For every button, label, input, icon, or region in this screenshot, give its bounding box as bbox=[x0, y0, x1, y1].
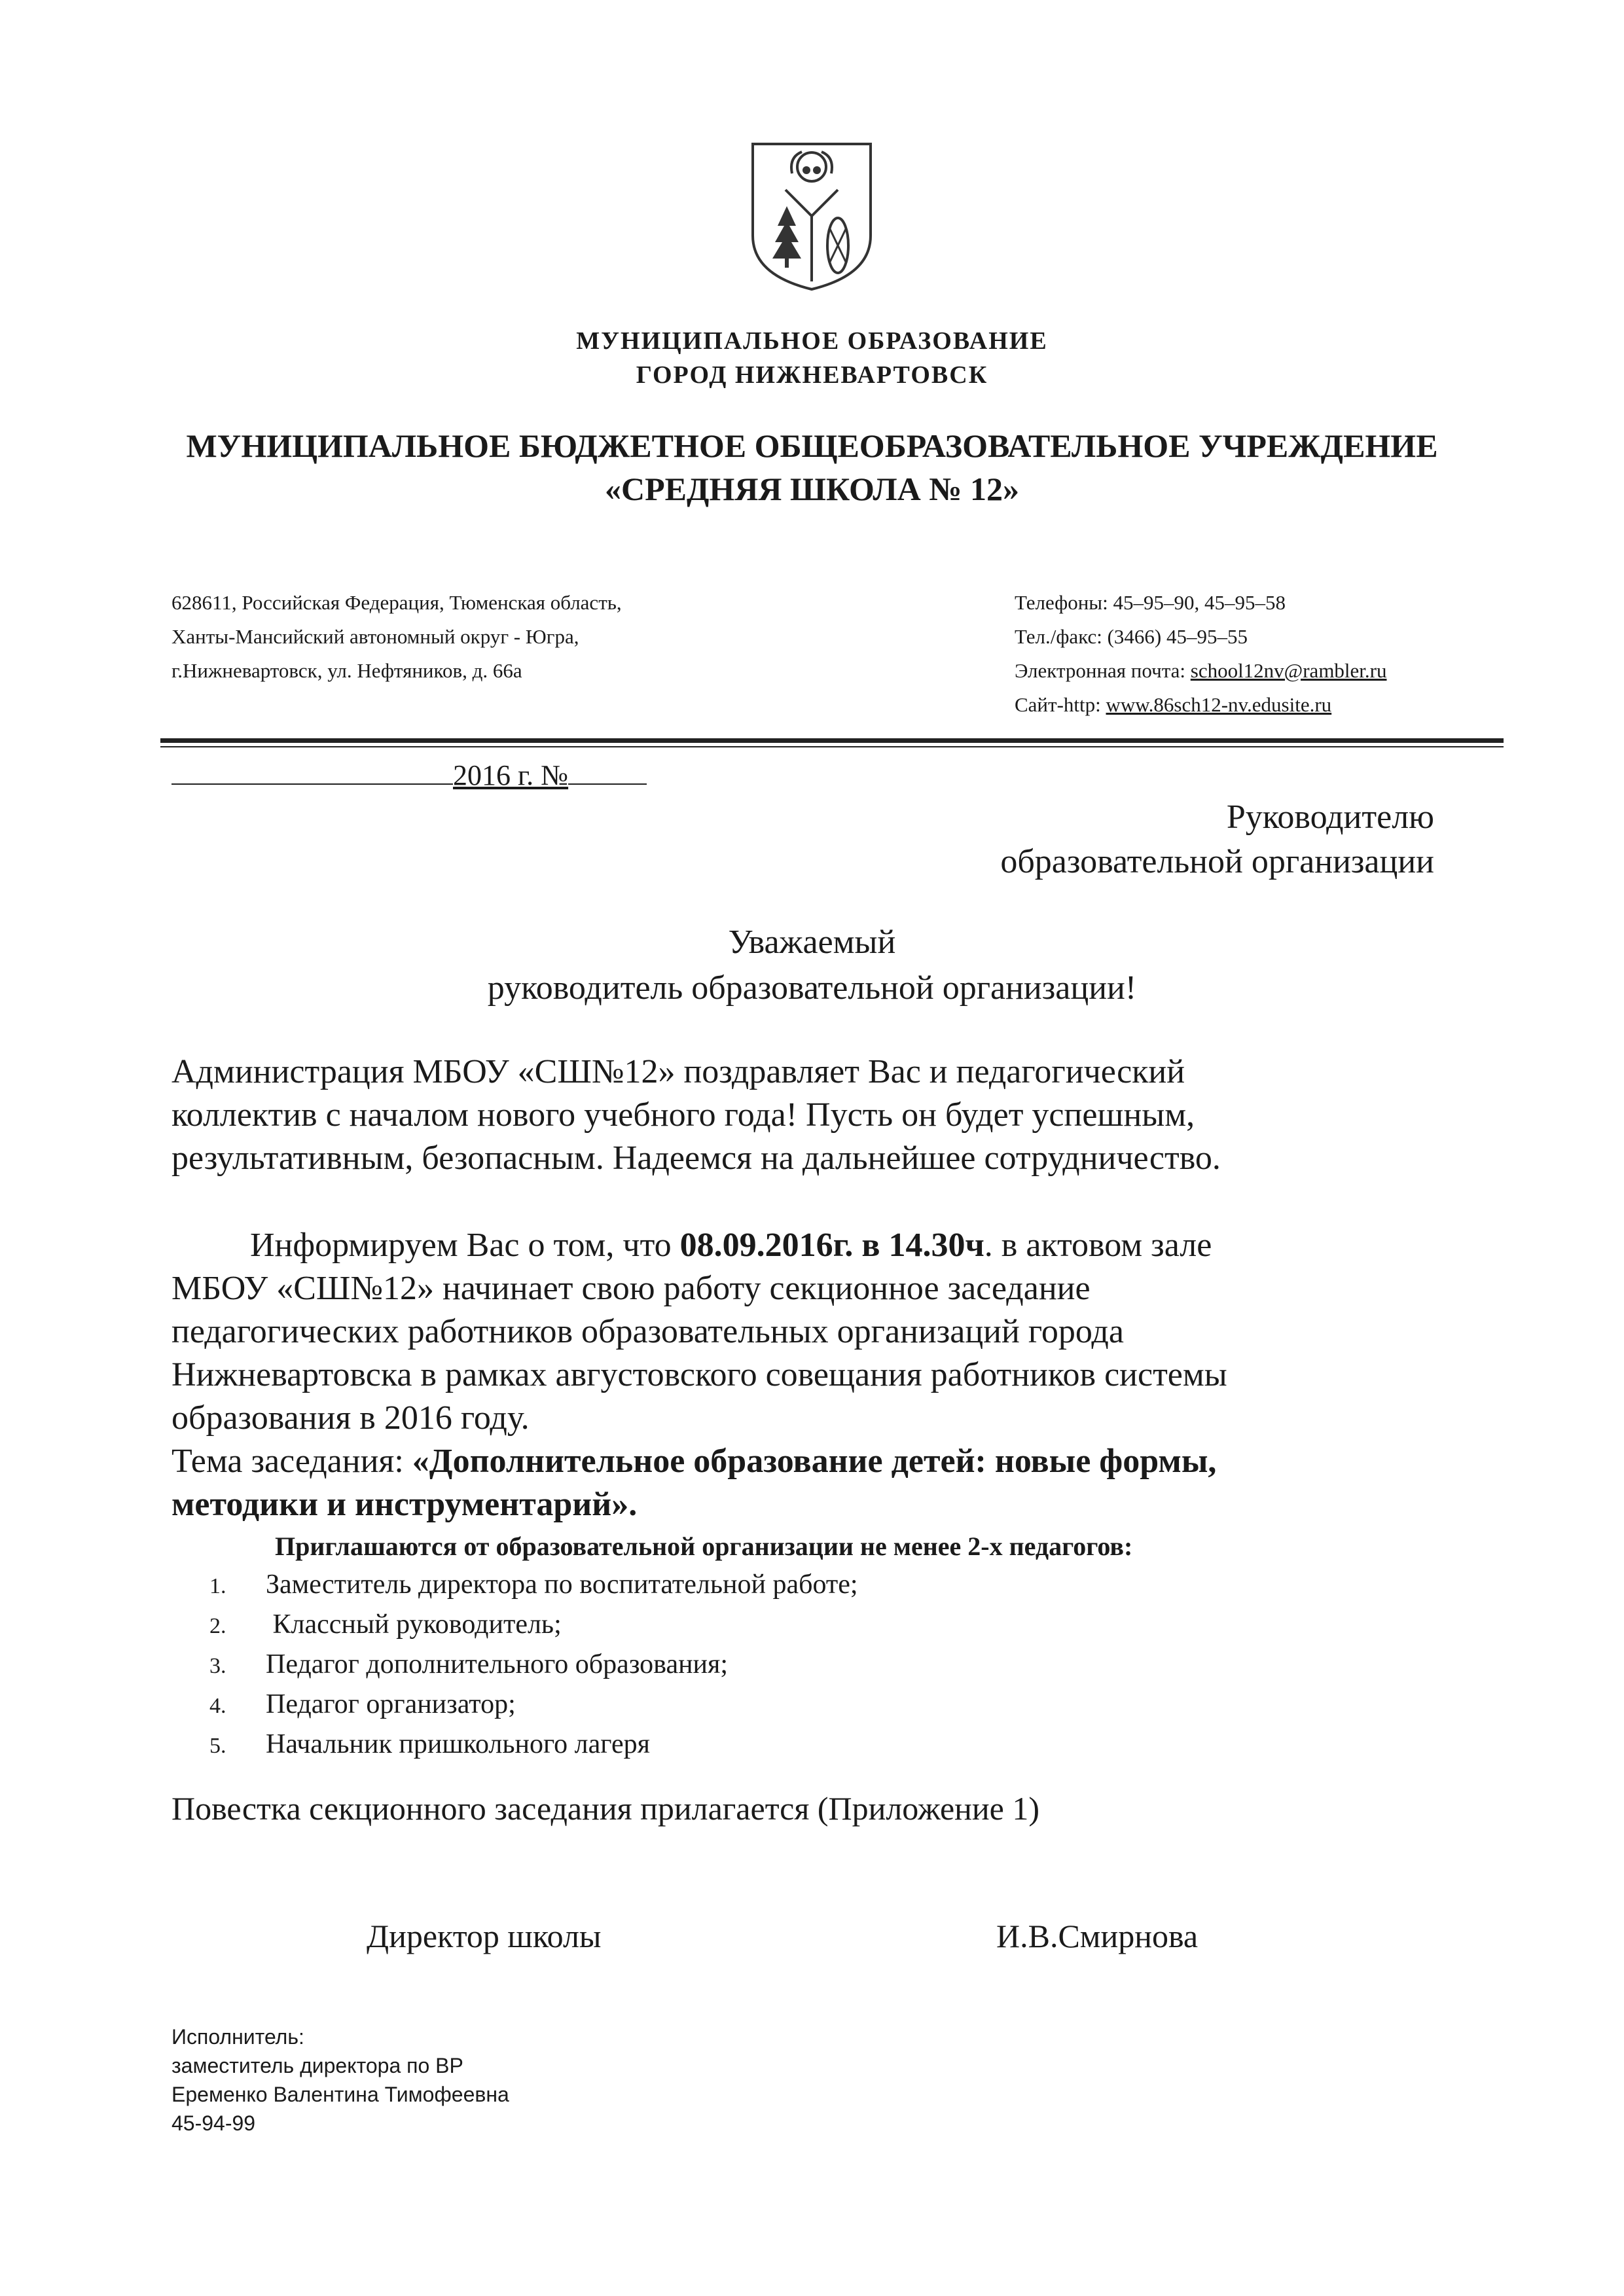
invitation-heading: Приглашаются от образовательной организации не менее 2-х педагогов: bbox=[275, 1532, 1133, 1561]
invitee-list bbox=[209, 1566, 858, 1765]
list-number: 3. bbox=[209, 1654, 226, 1678]
list-number: 2. bbox=[209, 1614, 226, 1638]
list-item bbox=[209, 1725, 858, 1765]
topic-label: Тема заседания: bbox=[171, 1443, 412, 1480]
municipality-line1: МУНИЦИПАЛЬНОЕ ОБРАЗОВАНИЕ bbox=[576, 327, 1048, 355]
topic-line1 bbox=[171, 1440, 1513, 1483]
municipality-line2: ГОРОД НИЖНЕВАРТОВСК bbox=[636, 361, 988, 389]
addressee-line1: Руководителю bbox=[1226, 798, 1434, 836]
school-title bbox=[0, 424, 1624, 511]
executor-name: Еременко Валентина Тимофеевна bbox=[171, 2083, 509, 2106]
p2-line5: образования в 2016 году. bbox=[171, 1399, 530, 1437]
coat-of-arms-icon bbox=[746, 137, 877, 295]
list-text: Педагог организатор; bbox=[266, 1689, 516, 1719]
email-label: Электронная почта: bbox=[1015, 659, 1191, 682]
executor-label: Исполнитель: bbox=[171, 2025, 304, 2049]
greeting-line1: Уважаемый bbox=[728, 924, 896, 961]
signature-position: Директор школы bbox=[367, 1918, 602, 1954]
list-text: Педагог дополнительного образования; bbox=[266, 1649, 729, 1679]
school-line1: МУНИЦИПАЛЬНОЕ БЮДЖЕТНОЕ ОБЩЕОБРАЗОВАТЕЛЬНОЕ УЧРЕЖДЕНИЕ bbox=[186, 427, 1438, 464]
reference-year: 2016 г. № bbox=[453, 759, 569, 791]
list-number: 5. bbox=[209, 1734, 226, 1758]
email-link[interactable]: school12nv@rambler.ru bbox=[1190, 659, 1387, 682]
list-text: Классный руководитель; bbox=[266, 1609, 562, 1640]
greeting-line2: руководитель образовательной организации! bbox=[487, 969, 1137, 1007]
p1-line3: результативным, безопасным. Надеемся на дальнейшее сотрудничество. bbox=[171, 1139, 1221, 1177]
topic-title: «Дополнительное образование детей: новые формы, bbox=[412, 1443, 1217, 1480]
number-blank bbox=[568, 757, 647, 785]
municipality-title bbox=[0, 324, 1624, 392]
phones: Телефоны: 45–95–90, 45–95–58 bbox=[1015, 591, 1286, 614]
address-line1: 628611, Российская Федерация, Тюменская область, bbox=[171, 591, 622, 614]
list-number: 1. bbox=[209, 1574, 226, 1598]
postal-address bbox=[171, 586, 826, 688]
list-text: Заместитель директора по воспитательной работе; bbox=[266, 1570, 858, 1600]
greeting bbox=[0, 920, 1624, 1011]
executor-position: заместитель директора по ВР bbox=[171, 2054, 463, 2077]
address-line3: г.Нижневартовск, ул. Нефтяников, д. 66а bbox=[171, 659, 522, 682]
addressee bbox=[649, 795, 1434, 884]
executor-phone: 45-94-99 bbox=[171, 2111, 256, 2135]
p2-line4: Нижневартовска в рамках августовского совещания работников системы bbox=[171, 1356, 1227, 1393]
list-number: 4. bbox=[209, 1694, 226, 1718]
school-line2: «СРЕДНЯЯ ШКОЛА № 12» bbox=[605, 471, 1019, 507]
p2-part1: Информируем Вас о том, что bbox=[250, 1227, 680, 1264]
header-divider-thin bbox=[160, 746, 1504, 747]
agenda-note: Повестка секционного заседания прилагается (Приложение 1) bbox=[171, 1790, 1040, 1827]
site-row bbox=[1015, 688, 1604, 722]
list-item bbox=[209, 1605, 858, 1645]
addressee-line2: образовательной организации bbox=[1000, 843, 1434, 880]
address-line2: Ханты-Мансийский автономный округ - Югра, bbox=[171, 625, 579, 648]
p2-line2: МБОУ «СШ№12» начинает свою работу секционное заседание bbox=[171, 1270, 1091, 1307]
p2-line1 bbox=[171, 1224, 1513, 1267]
site-link[interactable]: www.86sch12-nv.edusite.ru bbox=[1106, 693, 1332, 716]
p2-part2: . в актовом зале bbox=[984, 1227, 1212, 1264]
information-paragraph bbox=[171, 1224, 1513, 1526]
p1-line2: коллектив с началом нового учебного года! Пусть он будет успешным, bbox=[171, 1096, 1195, 1134]
executor-block bbox=[171, 2022, 509, 2138]
contacts-block bbox=[1015, 586, 1604, 722]
list-item bbox=[209, 1566, 858, 1605]
signature-name: И.В.Смирнова bbox=[996, 1918, 1199, 1954]
date-blank bbox=[171, 757, 453, 785]
topic-line2: методики и инструментарий». bbox=[171, 1486, 638, 1523]
p2-line3: педагогических работников образовательных организаций города bbox=[171, 1313, 1124, 1350]
site-label: Сайт-http: bbox=[1015, 693, 1106, 716]
meeting-datetime: 08.09.2016г. в 14.30ч bbox=[679, 1227, 984, 1264]
list-item bbox=[209, 1685, 858, 1725]
list-item bbox=[209, 1645, 858, 1685]
p1-line1: Администрация МБОУ «СШ№12» поздравляет Вас и педагогический bbox=[171, 1053, 1185, 1090]
congratulation-paragraph bbox=[171, 1050, 1513, 1180]
header-divider-thick bbox=[160, 738, 1504, 743]
email-row bbox=[1015, 654, 1604, 688]
fax: Тел./факс: (3466) 45–95–55 bbox=[1015, 625, 1248, 648]
reference-line bbox=[171, 756, 647, 795]
list-text: Начальник пришкольного лагеря bbox=[266, 1729, 650, 1759]
